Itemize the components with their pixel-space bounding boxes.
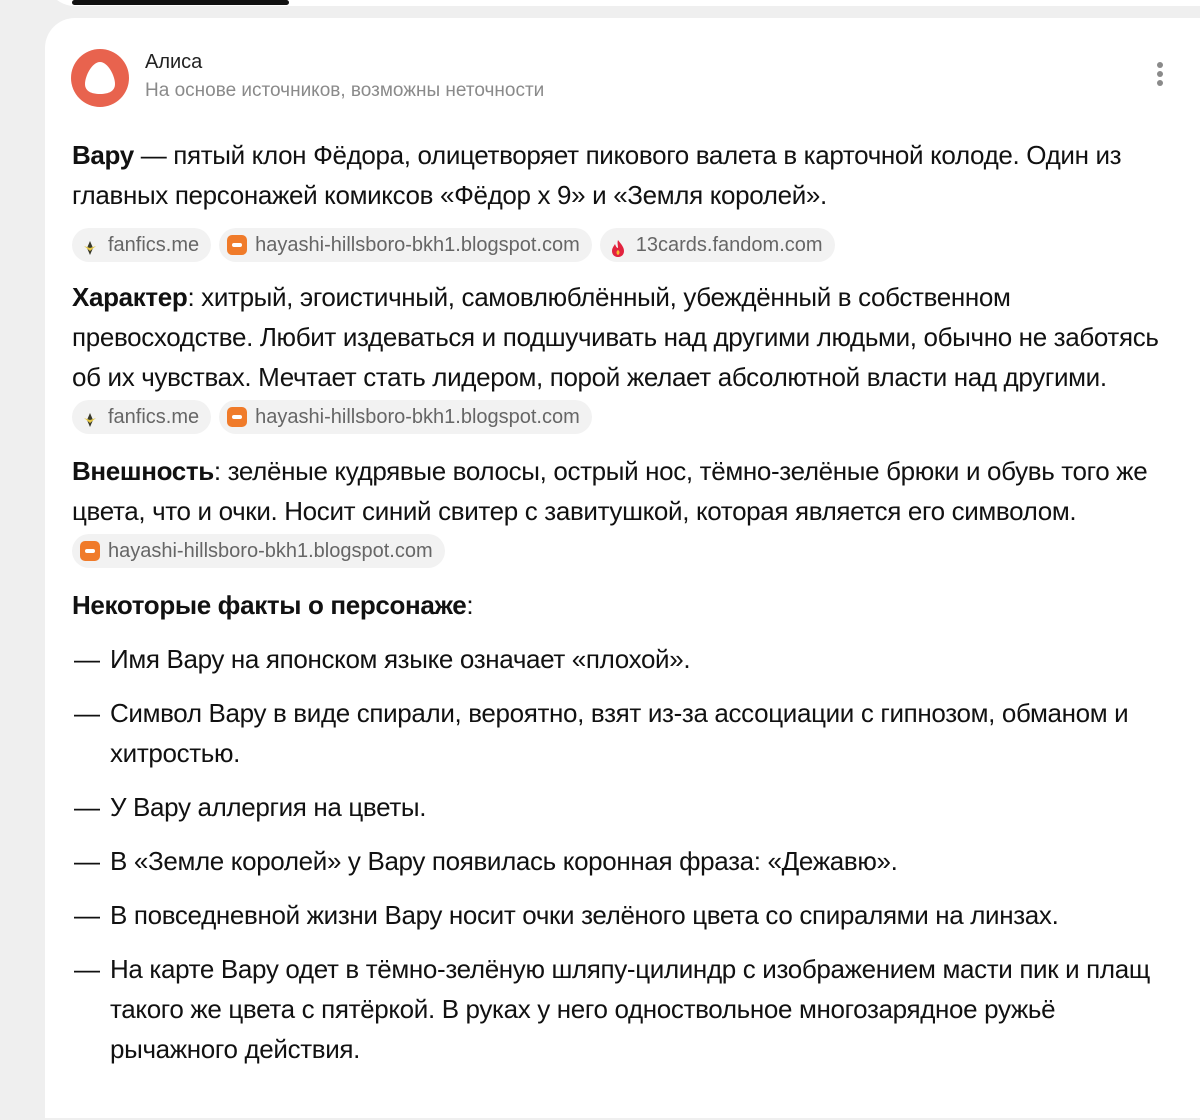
fact-text: На карте Вару одет в тёмно-зелёную шляпу-цилиндр с изображением масти пик и плащ такого же цвета с пятёркой. В руках у него одноствольное многозарядное ружьё рычажного действия. — [110, 954, 1150, 1064]
list-item — [72, 639, 1162, 679]
character-term: Характер — [72, 282, 188, 312]
character-text: : хитрый, эгоистичный, самовлюблённый, убеждённый в собственном превосходстве. Любит издеваться и подшучивать над другими людьми, обычно не заботясь об их чувствах. Мечтает стать лидером, порой желает абсолютной власти над другими. — [72, 282, 1159, 392]
list-item — [72, 787, 1162, 827]
assistant-name: Алиса — [145, 51, 203, 73]
alice-avatar-icon — [71, 49, 129, 107]
source-chip-blogspot[interactable] — [219, 228, 592, 262]
intro-sources — [72, 225, 1162, 265]
chip-label: fanfics.me — [108, 234, 200, 257]
source-chip-blogspot[interactable] — [72, 534, 445, 568]
fandom-flame-icon — [608, 235, 628, 255]
dash: — — [74, 900, 100, 930]
facts-heading: Некоторые факты о персонаже — [72, 590, 467, 620]
fact-text: Имя Вару на японском языке означает «плохой». — [110, 644, 691, 674]
appearance-term: Внешность — [72, 456, 214, 486]
chip-label: hayashi-hillsboro-bkh1.blogspot.com — [108, 540, 433, 563]
list-item — [72, 949, 1162, 1069]
source-chip-fanfics[interactable] — [72, 400, 211, 434]
dash: — — [74, 954, 100, 984]
answer-content — [72, 135, 1162, 1083]
character-paragraph — [72, 277, 1162, 437]
blogger-icon — [80, 541, 100, 561]
source-chip-blogspot[interactable] — [219, 400, 592, 434]
fact-text: Символ Вару в виде спирали, вероятно, взят из-за ассоциации с гипнозом, обманом и хитростью. — [110, 698, 1129, 768]
fanfics-icon — [80, 235, 100, 255]
dash: — — [74, 846, 100, 876]
chip-label: 13cards.fandom.com — [635, 234, 823, 257]
facts-list — [72, 639, 1162, 1069]
appearance-paragraph — [72, 451, 1162, 571]
list-item — [72, 693, 1162, 773]
facts-heading-line — [72, 585, 1162, 625]
blogger-icon — [227, 235, 247, 255]
appearance-text: : зелёные кудрявые волосы, острый нос, тёмно-зелёные брюки и обувь того же цвета, что и очки. Носит синий свитер с завитушкой, которая является его символом. — [72, 456, 1148, 526]
intro-text: — пятый клон Фёдора, олицетворяет пикового валета в карточной колоде. Один из главных персонажей комиксов «Фёдор х 9» и «Земля королей». — [72, 140, 1122, 210]
source-chip-fandom[interactable] — [600, 228, 835, 262]
chip-label: hayashi-hillsboro-bkh1.blogspot.com — [255, 234, 580, 257]
tab-indicator — [72, 0, 289, 5]
blogger-icon — [227, 407, 247, 427]
fact-text: В повседневной жизни Вару носит очки зелёного цвета со спиралями на линзах. — [110, 900, 1059, 930]
fact-text: В «Земле королей» у Вару появилась коронная фраза: «Дежавю». — [110, 846, 898, 876]
dash: — — [74, 644, 100, 674]
fact-text: У Вару аллергия на цветы. — [110, 792, 427, 822]
intro-term: Вару — [72, 140, 134, 170]
list-item — [72, 895, 1162, 935]
chip-label: fanfics.me — [108, 406, 200, 429]
answer-disclaimer: На основе источников, возможны неточности — [145, 80, 545, 101]
dash: — — [74, 698, 100, 728]
colon: : — [466, 590, 474, 620]
dash: — — [74, 792, 100, 822]
source-chip-fanfics[interactable] — [72, 228, 211, 262]
kebab-icon[interactable] — [1150, 62, 1170, 94]
chip-label: hayashi-hillsboro-bkh1.blogspot.com — [255, 406, 580, 429]
fanfics-icon — [80, 407, 100, 427]
intro-paragraph — [72, 135, 1162, 215]
list-item — [72, 841, 1162, 881]
